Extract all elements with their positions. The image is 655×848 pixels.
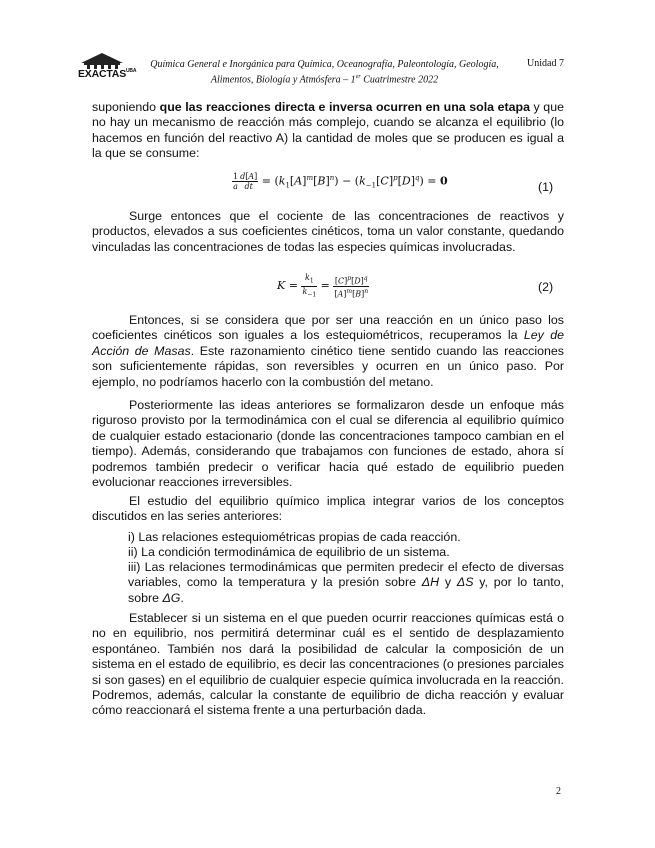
page-number: 2 <box>556 786 561 797</box>
exactas-logo <box>78 52 137 86</box>
paragraph-1: suponiendo que las reacciones directa e inversa ocurren en una sola etapa y que no hay un mecanismo de reacción más complejo, cuando se alcanza el equilibrio (lo hacemos en función del reactivo A) la cantidad de moles que se producen es igual a la que se consume: <box>92 100 564 161</box>
equation-2-number: (2) <box>538 280 554 294</box>
equation-1-number: (1) <box>538 180 554 194</box>
bold-phrase: que las reacciones directa e inversa ocurren en una sola etapa <box>159 100 530 114</box>
equation-1: $\frac{1}{a}$ $\frac{d[A]}{dt}$ = $(k_1[A]^m[B]^n) - (k_{-1}[C]^p[D]^q) = 0$ <box>233 172 448 191</box>
paragraph-3: Entonces, si se considera que por ser una reacción en un único paso los coeficientes cinéticos son iguales a los estequiométricos, recuperamos la Ley de Acción de Masas. Este razonamiento cinético tiene sentido cuando las reacciones son suficientemente rápidas, son reversibles y ocurren en un único paso. Por ejemplo, no podríamos hacerlo con la combustión del metano. <box>92 313 565 389</box>
law-name: Ley de Acción de Masas <box>92 328 565 358</box>
equation-2: K = $\frac{k_1}{k_{-1}}$ = $\frac{[C]^p[D]^q}{[A]^m[B]^n}$ <box>277 273 369 299</box>
list-item: ii) La condición termodinámica de equilibrio de un sistema. <box>128 545 450 559</box>
paragraph-4: Posteriormente las ideas anteriores se formalizaron desde un enfoque más riguroso provisto por la termodinámica con el cual se diferencia al equilibrio químico de cualquier estado estacionario (donde las concentraciones tampoco cambian en el tiempo). Además, considerando que trabajamos con funciones de estado, ahora sí podremos también predecir o verificar hacia qué estado de equilibrio pueden evolucionar reacciones irreversibles. <box>92 398 564 490</box>
paragraph-5: El estudio del equilibrio químico implica integrar varios de los conceptos discutidos en las series anteriores: <box>92 494 564 524</box>
course-line-1: Química General e Inorgánica para Química, Oceanografía, Paleontología, Geología, <box>150 59 499 70</box>
paragraph-2: Surge entonces que el cociente de las concentraciones de reactivos y productos, elevados a sus coeficientes cinéticos, toma un valor constante, quedando vinculadas las concentraciones de todas las especies químicas involucradas. <box>92 209 564 254</box>
unit-label: Unidad 7 <box>527 58 564 69</box>
logo-text: EXACTAS <box>78 68 126 80</box>
course-line-2: Alimentos, Biología y Atmósfera – 1er Cuatrimestre 2022 <box>210 74 439 86</box>
paragraph-6: Establecer si un sistema en el que pueden ocurrir reacciones químicas está o no en equilibrio, nos permitirá determinar cuál es el sentido de desplazamiento espontáneo. También nos dará la posibilidad de calcular la composición de un sistema en el estado de equilibrio, es decir las concentraciones (o presiones parciales si son gases) en el equilibrio de cualquier especie química involucrada en la reacción. Podremos, además, calcular la constante de equilibrio de dicha reacción y evaluar cómo reaccionará el sistema frente a una perturbación dada. <box>92 611 564 718</box>
course-header <box>132 58 517 86</box>
list-item: i) Las relaciones estequiométricas propias de cada reacción. <box>128 530 461 544</box>
logo-suffix: UBA <box>126 68 137 74</box>
list-item: iii) Las relaciones termodinámicas que permiten predecir el efecto de diversas variables, como la temperatura y la presión sobre ΔH y ΔS y, por lo tanto, sobre ΔG. <box>128 560 564 605</box>
